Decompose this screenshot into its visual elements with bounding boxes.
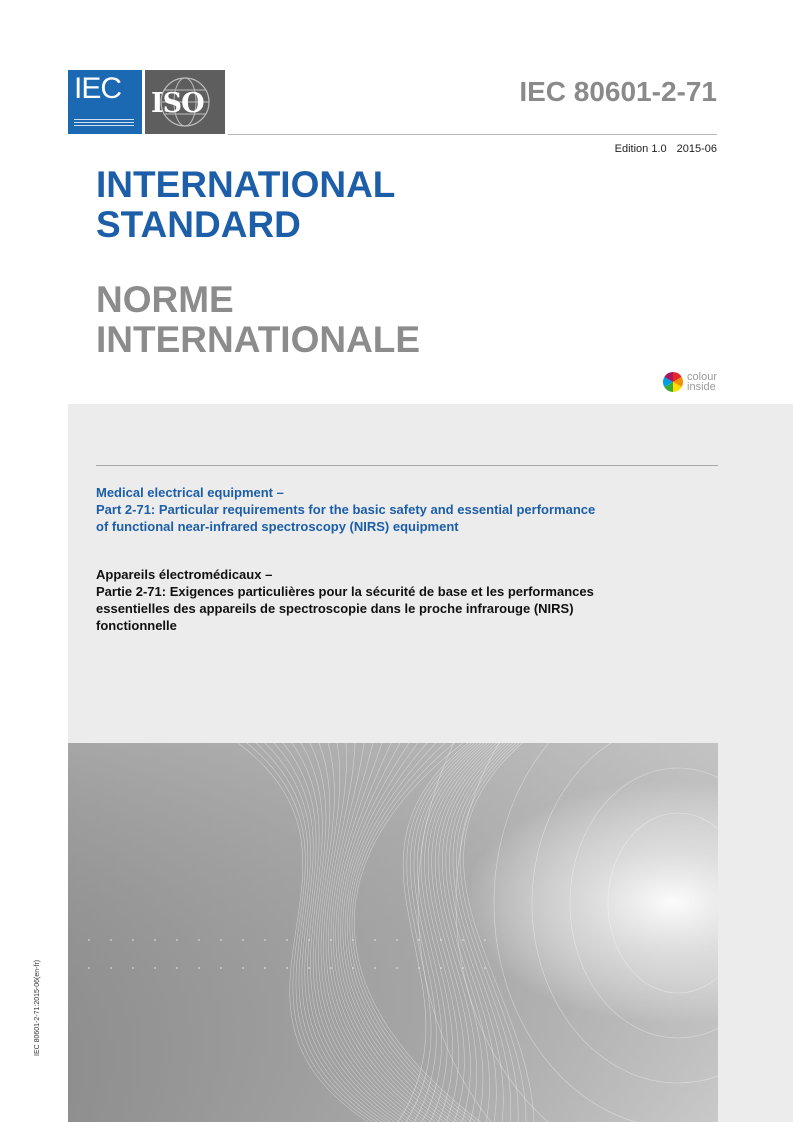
artwork-dot — [88, 939, 90, 941]
artwork-dot — [176, 939, 178, 941]
artwork-dot — [132, 967, 134, 969]
artwork-dot — [154, 967, 156, 969]
description-english-line-2: Part 2-71: Particular requirements for the basic safety and essential performance — [96, 502, 596, 517]
artwork-dot — [264, 939, 266, 941]
artwork-dot — [220, 939, 222, 941]
spine-reference: IEC 80601-2-71:2015-06(en-fr) — [34, 959, 41, 1056]
artwork-dot — [88, 967, 90, 969]
iec-logo-text: IEC — [74, 72, 122, 105]
title-english-line-1: INTERNATIONAL — [96, 164, 396, 205]
artwork-dot — [484, 967, 486, 969]
artwork-dot — [330, 939, 332, 941]
artwork-dot — [440, 967, 442, 969]
artwork-dot — [176, 967, 178, 969]
artwork-dot — [154, 939, 156, 941]
title-french — [96, 280, 420, 360]
iso-logo — [145, 70, 225, 134]
colour-inside-mark — [662, 371, 717, 393]
artwork-dot — [396, 939, 398, 941]
artwork-dot — [198, 967, 200, 969]
artwork-dot — [462, 939, 464, 941]
description-english-line-3: of functional near-infrared spectroscopy (NIRS) equipment — [96, 519, 459, 534]
artwork-dot — [374, 967, 376, 969]
description-french-line-1: Appareils électromédicaux – — [96, 567, 273, 582]
artwork-dot — [374, 939, 376, 941]
title-french-line-1: NORME — [96, 279, 234, 320]
title-french-line-2: INTERNATIONALE — [96, 319, 421, 360]
artwork-dot — [308, 967, 310, 969]
artwork-dot — [462, 967, 464, 969]
artwork-dot — [308, 939, 310, 941]
edition-info — [615, 143, 717, 155]
panel-divider — [96, 465, 718, 466]
artwork-dot — [286, 939, 288, 941]
title-english-line-2: STANDARD — [96, 204, 301, 245]
description-french-line-3: essentielles des appareils de spectroscopie dans le proche infrarouge (NIRS) — [96, 601, 574, 616]
artwork-dot — [418, 939, 420, 941]
artwork-dot — [242, 939, 244, 941]
description-french — [96, 566, 726, 634]
artwork-dot — [110, 967, 112, 969]
artwork-dot — [418, 967, 420, 969]
edition-date: 2015-06 — [676, 143, 717, 155]
description-english-line-1: Medical electrical equipment – — [96, 485, 284, 500]
artwork-dot — [220, 967, 222, 969]
artwork-dot — [242, 967, 244, 969]
edition-label: Edition 1.0 — [614, 143, 667, 155]
artwork-dot — [330, 967, 332, 969]
artwork-dot — [264, 967, 266, 969]
artwork-dot — [484, 939, 486, 941]
artwork-dot — [440, 939, 442, 941]
description-french-line-2: Partie 2-71: Exigences particulières pour la sécurité de base et les performances — [96, 584, 594, 599]
colour-wheel-icon — [662, 371, 684, 393]
iec-logo — [68, 70, 142, 134]
artwork-dot — [132, 939, 134, 941]
artwork-dot — [286, 967, 288, 969]
iso-logo-text: ISO — [151, 88, 204, 119]
document-number: IEC 80601-2-71 — [519, 76, 717, 107]
artwork-dot — [396, 967, 398, 969]
artwork-dot — [352, 939, 354, 941]
cover-artwork-graphic — [68, 743, 718, 1122]
cover-artwork — [68, 743, 718, 1122]
colour-mark-line-1: colour — [687, 371, 717, 383]
artwork-dot — [110, 939, 112, 941]
title-english — [96, 165, 395, 245]
artwork-dot — [352, 967, 354, 969]
artwork-dot — [198, 939, 200, 941]
colour-mark-line-2: inside — [687, 381, 716, 393]
description-french-line-4: fonctionnelle — [96, 618, 177, 633]
header-divider — [228, 134, 717, 135]
iec-logo-lines — [74, 117, 134, 126]
description-english — [96, 484, 726, 535]
